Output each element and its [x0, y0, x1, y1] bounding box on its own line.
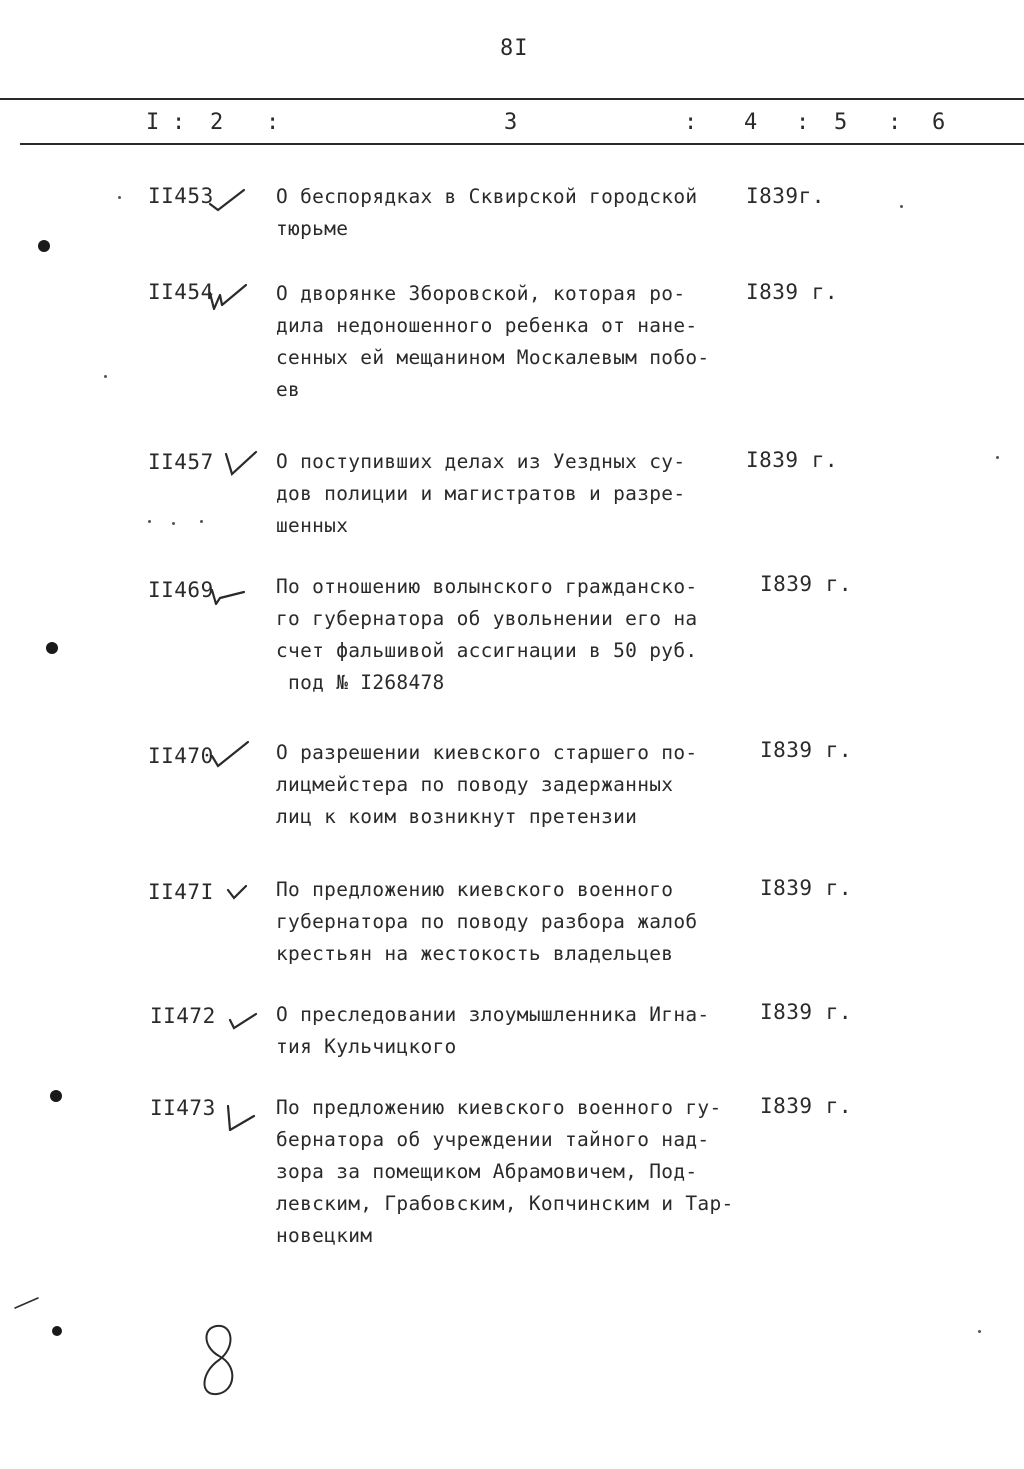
entry-number: II47I: [148, 880, 214, 904]
check-mark-icon: [222, 1102, 262, 1132]
ink-speck: [200, 520, 203, 523]
check-mark-icon: [222, 448, 262, 478]
entry-line: О беспорядках в Сквирской городской: [276, 185, 698, 208]
header-col-4: 4: [744, 110, 758, 135]
ink-speck: [172, 522, 175, 525]
entry-description: [276, 874, 756, 970]
header-bottom-rule: [20, 143, 1024, 145]
entry-description: [276, 1092, 756, 1252]
entry-line: лиц к коим возникнут претензии: [276, 805, 638, 828]
entry-description: [276, 999, 756, 1063]
entry-date: I839 г.: [760, 876, 853, 900]
ink-speck: [978, 1330, 981, 1333]
check-mark-icon: [226, 882, 266, 912]
ink-speck: [148, 520, 151, 523]
entry-line: О разрешении киевского старшего по-: [276, 741, 698, 764]
entry-line: По предложению киевского военного: [276, 878, 674, 901]
entry-date: I839 г.: [746, 280, 839, 304]
entry-line: шенных: [276, 514, 349, 537]
header-col-6: 6: [932, 110, 946, 135]
check-mark-icon: [208, 283, 248, 313]
entry-line: дила недоношенного ребенка от нане-: [276, 314, 698, 337]
header-col-2: 2: [210, 110, 224, 135]
margin-stroke: [14, 1296, 40, 1310]
entry-line: под № I268478: [276, 671, 445, 694]
header-sep-3: :: [684, 110, 698, 135]
punch-hole: [50, 1090, 62, 1102]
header-sep-5: :: [888, 110, 902, 135]
entry-number: II472: [150, 1004, 216, 1028]
entry-line: О поступивших делах из Уездных су-: [276, 450, 686, 473]
entry-line: го губернатора об увольнении его на: [276, 607, 698, 630]
entry-line: лицмейстера по поводу задержанных: [276, 773, 674, 796]
entry-line: О преследовании злоумышленника Игна-: [276, 1003, 710, 1026]
entry-number: II454: [148, 280, 214, 304]
page-number: 8I: [500, 36, 529, 61]
entry-number: II469: [148, 578, 214, 602]
header-col-1: I: [146, 110, 160, 135]
entry-number: II473: [150, 1096, 216, 1120]
entry-line: зора за помещиком Абрамовичем, Под-: [276, 1160, 698, 1183]
header-sep-4: :: [796, 110, 810, 135]
punch-hole: [38, 240, 50, 252]
handwritten-page-count: [195, 1320, 245, 1400]
ink-speck: [104, 375, 107, 378]
ink-speck: [996, 456, 999, 459]
entry-number: II470: [148, 744, 214, 768]
header-sep-1: :: [172, 110, 186, 135]
entry-date: I839 г.: [760, 1094, 853, 1118]
entry-date: I839 г.: [760, 1000, 853, 1024]
entry-line: О дворянке Зборовской, которая ро-: [276, 282, 686, 305]
entry-date: I839 г.: [760, 738, 853, 762]
entry-number: II457: [148, 450, 214, 474]
entry-description: [276, 737, 756, 833]
handwritten-page-count-text: 8: [219, 1365, 221, 1366]
entry-line: новецким: [276, 1224, 373, 1247]
header-col-5: 5: [834, 110, 848, 135]
entry-date: I839г.: [746, 184, 825, 208]
check-mark-icon: [210, 740, 250, 770]
punch-hole: [46, 642, 58, 654]
entry-line: левским, Грабовским, Копчинским и Тар-: [276, 1192, 734, 1215]
ink-speck: [118, 196, 121, 199]
entry-line: сенных ей мещанином Москалевым побо-: [276, 346, 710, 369]
entry-date: I839 г.: [746, 448, 839, 472]
entry-line: крестьян на жестокость владельцев: [276, 942, 674, 965]
check-mark-icon: [208, 580, 248, 610]
punch-hole: [52, 1326, 62, 1336]
entry-line: губернатора по поводу разбора жалоб: [276, 910, 698, 933]
entry-number: II453: [148, 184, 214, 208]
entry-line: тюрьме: [276, 217, 349, 240]
entry-line: ев: [276, 378, 301, 401]
entry-line: По предложению киевского военного гу-: [276, 1096, 722, 1119]
header-top-rule: [0, 98, 1024, 100]
entry-description: [276, 446, 756, 542]
entry-date: I839 г.: [760, 572, 853, 596]
entry-line: По отношению волынского гражданско-: [276, 575, 698, 598]
entry-description: [276, 571, 756, 699]
entry-description: [276, 278, 756, 406]
entry-description: [276, 181, 756, 245]
check-mark-icon: [208, 186, 248, 216]
header-sep-2: :: [266, 110, 280, 135]
ink-speck: [900, 205, 903, 208]
header-col-3: 3: [504, 110, 518, 135]
entry-line: счет фальшивой ассигнации в 50 руб.: [276, 639, 698, 662]
entry-line: тия Кульчицкого: [276, 1035, 457, 1058]
entry-line: дов полиции и магистратов и разре-: [276, 482, 686, 505]
check-mark-icon: [228, 1008, 268, 1038]
entry-line: бернатора об учреждении тайного над-: [276, 1128, 710, 1151]
